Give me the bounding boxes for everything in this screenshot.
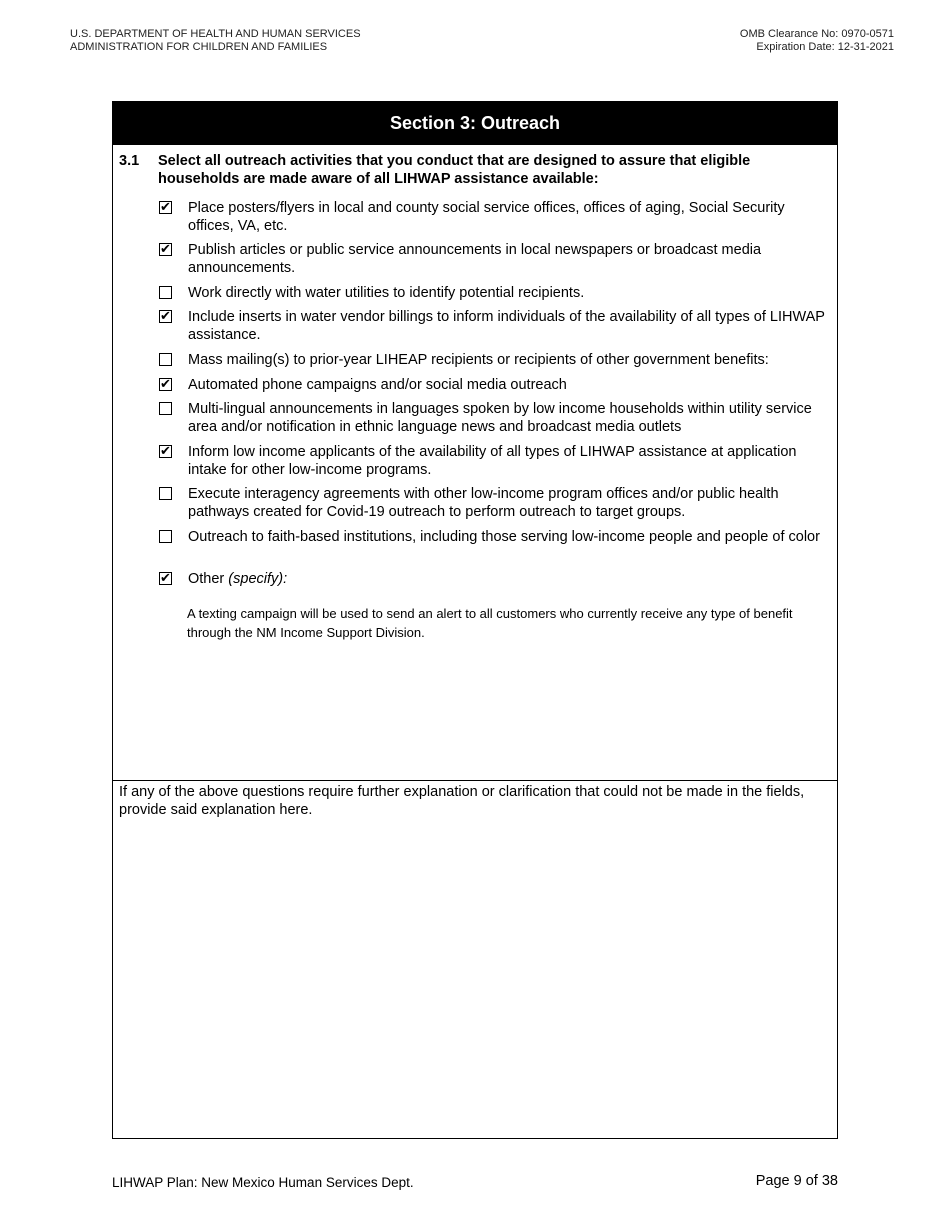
checkbox-water-utilities[interactable] — [159, 286, 172, 299]
omb-clearance: OMB Clearance No: 0970-0571 — [739, 28, 894, 40]
option-label: Outreach to faith-based institutions, including those serving low-income people and people of color — [188, 529, 820, 545]
other-label: Other — [188, 571, 225, 587]
outreach-form — [112, 101, 838, 1139]
checkbox-faith-based[interactable] — [159, 530, 172, 543]
checkbox-interagency[interactable] — [159, 487, 172, 500]
option-label: Inform low income applicants of the availability of all types of LIHWAP assistance at application intake for other low-income programs. — [188, 444, 797, 478]
explanation-field[interactable]: If any of the above questions require further explanation or clarification that could not be made in the fields, provide said explanation here. — [119, 784, 805, 818]
plan-footer: LIHWAP Plan: New Mexico Human Services Dept. — [112, 1175, 414, 1190]
option-label: Mass mailing(s) to prior-year LIHEAP recipients or recipients of other government benefits: — [188, 352, 769, 368]
checkbox-billing-inserts[interactable]: ✔ — [160, 308, 171, 323]
option-label: Work directly with water utilities to identify potential recipients. — [188, 285, 585, 301]
section-title: Section 3: Outreach — [113, 102, 837, 145]
specify-label: (specify): — [228, 571, 288, 587]
option-label: Include inserts in water vendor billings to inform individuals of the availability of all types of LIHWAP assistance. — [188, 309, 825, 343]
question-text: Select all outreach activities that you conduct that are designed to assure that eligible households are made aware of all LIHWAP assistance available: — [158, 153, 751, 187]
checkbox-mass-mailing[interactable] — [159, 353, 172, 366]
other-specify-answer[interactable]: A texting campaign will be used to send an alert to all customers who currently receive any type of benefit through the NM Income Support Division. — [187, 606, 793, 640]
dept-name: U.S. DEPARTMENT OF HEALTH AND HUMAN SERVICES — [70, 28, 361, 40]
admin-name: ADMINISTRATION FOR CHILDREN AND FAMILIES — [70, 40, 328, 53]
option-label: Place posters/flyers in local and county social service offices, offices of aging, Social Security offices, VA, etc. — [188, 200, 785, 234]
option-label — [188, 570, 831, 588]
checkbox-posters[interactable]: ✔ — [160, 199, 171, 214]
agency-header — [70, 28, 361, 53]
checkbox-multilingual[interactable] — [159, 402, 172, 415]
option-label: Publish articles or public service announcements in local newspapers or broadcast media announcements. — [188, 242, 762, 276]
question-number: 3.1 — [119, 153, 140, 169]
checkbox-articles[interactable]: ✔ — [160, 241, 171, 256]
divider — [113, 780, 837, 781]
option-label: Multi-lingual announcements in languages spoken by low income households within utility service area and/or notification in ethnic language news and broadcast media outlets — [188, 401, 812, 435]
page-number: Page 9 of 38 — [755, 1173, 838, 1189]
option-label: Automated phone campaigns and/or social media outreach — [188, 377, 567, 393]
checkbox-application-intake[interactable]: ✔ — [160, 443, 171, 458]
checkbox-phone-campaigns[interactable]: ✔ — [160, 376, 171, 391]
clearance-header — [740, 28, 894, 53]
checkbox-other[interactable]: ✔ — [160, 570, 171, 585]
expiration-date: Expiration Date: 12-31-2021 — [756, 40, 894, 53]
option-label: Execute interagency agreements with other low-income program offices and/or public health pathways created for Covid-19 outreach to perform outreach to target groups. — [188, 486, 779, 520]
